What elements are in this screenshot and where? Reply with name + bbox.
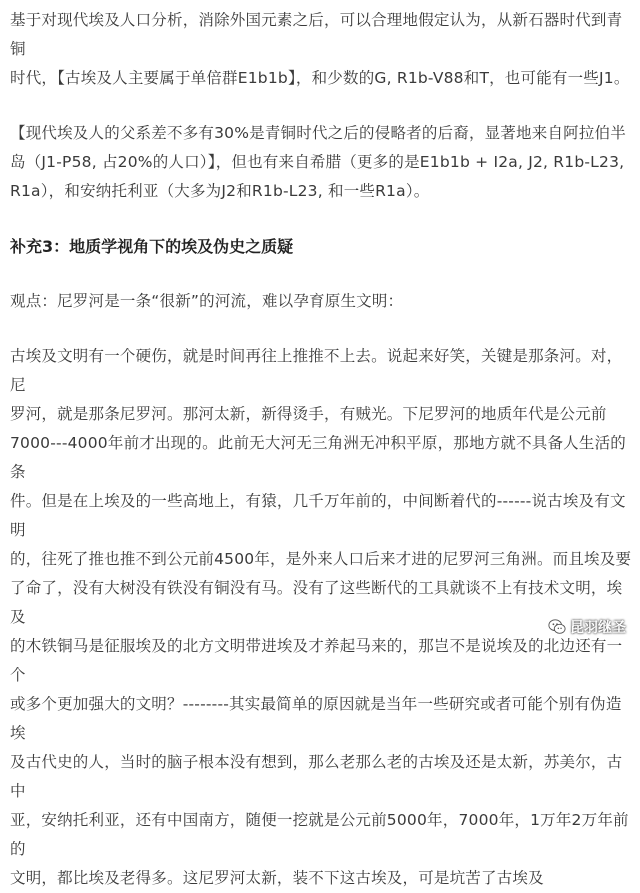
paragraph-gap xyxy=(10,206,634,232)
paragraph-gap xyxy=(10,93,634,119)
article-body xyxy=(10,6,634,893)
account-watermark xyxy=(548,617,626,637)
wechat-icon xyxy=(548,618,566,636)
paragraph-gap xyxy=(10,261,634,287)
section-heading: 补充3：地质学视角下的埃及伪史之质疑 xyxy=(10,237,294,256)
watermark-label: 昆羽继圣 xyxy=(570,620,626,636)
paragraph-gap xyxy=(10,316,634,342)
paragraph-nile-argument: 古埃及文明有一个硬伤，就是时间再往上推推不上去。说起来好笑，关键是那条河。对，尼 罗河，就是那条尼罗河。那河太新，新得烫手，有贼光。下尼罗河的地质年代是公元前 7000---4000年前才出现的。此前无大河无三角洲无冲积平原，那地方就不具备人生活的条 件。但是在上埃及的一些高地上，有猿，几千万年前的，中间断着代的------说古埃及有文明 的，往死了推也推不到公元前4500年，是外来人口后来才进的尼罗河三角洲。而且埃及要 了命了，没有大树没有铁没有铜没有马。没有了这些断代的工具就谈不上有技术文明，埃及 的木铁铜马是征服埃及的北方文明带进埃及才养起马来的，那岂不是说埃及的北边还有一个 或多个更加强大的文明？--------其实最简单的原因就是当年一些研究或者可能个别有伪造埃 及古代史的人，当时的脑子根本没有想到，那么老那么老的古埃及还是太新，苏美尔，古中 亚，安纳托利亚，还有中国南方，随便一挖就是公元前5000年，7000年，1万年2万年前的 文明，都比埃及老得多。这尼罗河太新，装不下这古埃及，可是坑苦了古埃及 xyxy=(10,347,632,887)
paragraph-viewpoint: 观点：尼罗河是一条“很新”的河流，难以孕育原生文明： xyxy=(10,292,404,310)
paragraph-genetics-ancient: 基于对现代埃及人口分析，消除外国元素之后，可以合理地假定认为，从新石器时代到青铜 时代，【古埃及人主要属于单倍群E1b1b】，和少数的G, R1b-V88和T，也可能有一些J1。 xyxy=(10,11,630,87)
paragraph-genetics-modern: 【现代埃及人的父系差不多有30%是青铜时代之后的侵略者的后裔，显著地来自阿拉伯半 岛（J1-P58, 占20%的人口）】，但也有来自希腊（更多的是E1b1b + I2a, J2, R1b-L23, R1a），和安纳托利亚（大多为J2和R1b-L23, 和一些R1a）。 xyxy=(10,124,626,200)
